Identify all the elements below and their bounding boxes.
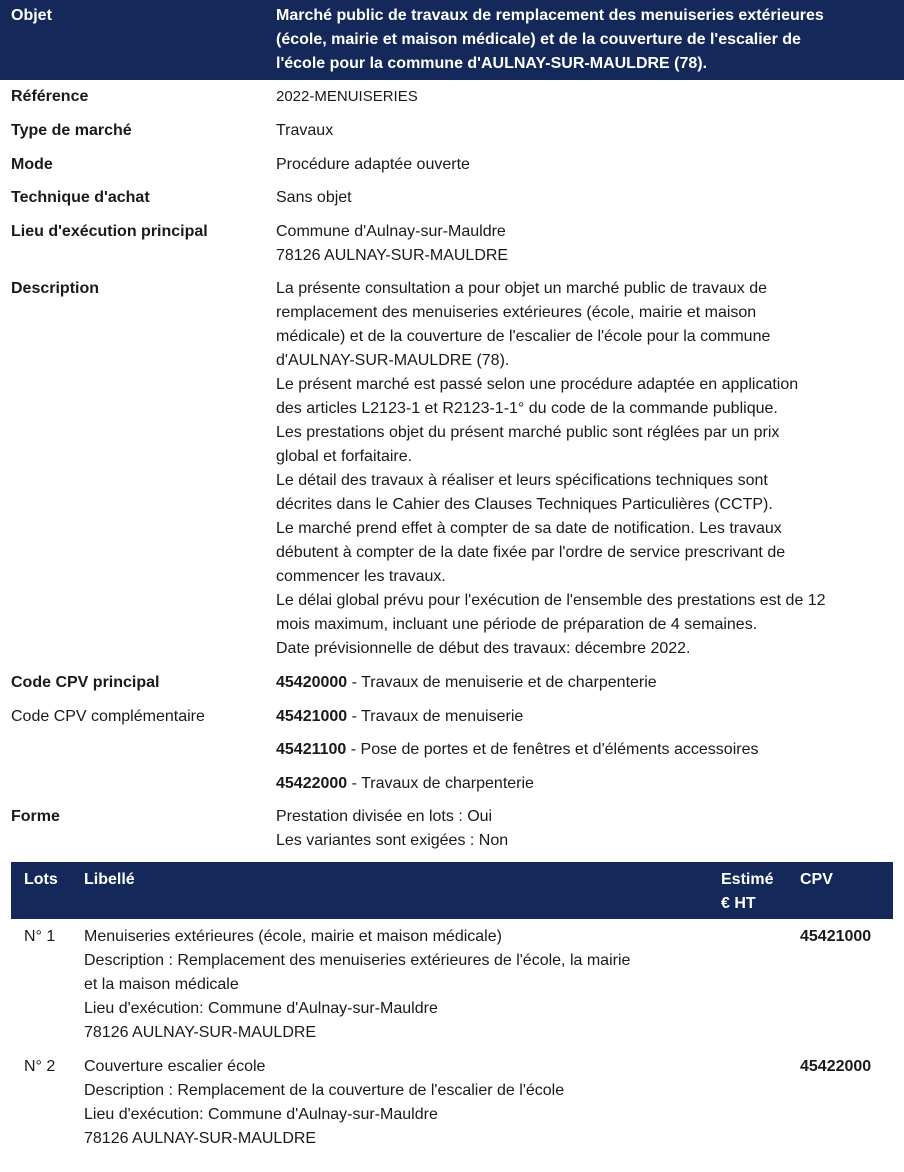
description-line: Les prestations objet du présent marché public sont réglées par un prix [276,424,780,441]
lot-line: Lieu d'exécution: Commune d'Aulnay-sur-Mauldre [84,1000,438,1017]
description-line: La présente consultation a pour objet un marché public de travaux de [276,280,767,297]
cpv-text: - Travaux de menuiserie [347,708,524,725]
forme-line: Prestation divisée en lots : Oui [276,808,493,825]
lot-line: 78126 AULNAY-SUR-MAULDRE [84,1024,317,1041]
lot-line: Menuiseries extérieures (école, mairie et maison médicale) [84,928,502,945]
lot-cpv: 45421000 [800,928,872,945]
objet-label: Objet [11,7,52,24]
description-label: Description [11,280,100,297]
lot-libelle [84,925,704,1045]
lieu-line: Commune d'Aulnay-sur-Mauldre [276,223,506,240]
lot-line: 78126 AULNAY-SUR-MAULDRE [84,1130,317,1147]
forme-value [276,805,898,853]
cpv-complementaire-item [276,705,523,729]
lieu-label: Lieu d'exécution principal [11,223,208,240]
reference-label: Référence [11,88,89,105]
lot-line: Couverture escalier école [84,1058,266,1075]
mode-label: Mode [11,156,53,173]
cpv-principal-value [276,671,657,695]
cpv-code: 45421000 [276,708,348,725]
lot-line: Lieu d'exécution: Commune d'Aulnay-sur-Mauldre [84,1106,438,1123]
col-estime-line: € HT [721,895,756,912]
description-line: Date prévisionnelle de début des travaux: décembre 2022. [276,640,691,657]
objet-header [0,0,904,80]
cpv-complementaire-item [276,738,758,762]
description-value [276,277,898,661]
description-line: remplacement des menuiseries extérieures (école, mairie et maison [276,304,757,321]
description-line: Le détail des travaux à réaliser et leurs spécifications techniques sont [276,472,768,489]
lot-line: Description : Remplacement des menuiseries extérieures de l'école, la mairie [84,952,631,969]
type-marche-value: Travaux [276,122,334,139]
description-line: décrites dans le Cahier des Clauses Techniques Particulières (CCTP). [276,496,773,513]
col-libelle: Libellé [84,871,135,888]
description-line: des articles L2123-1 et R2123-1-1° du code de la commande publique. [276,400,778,417]
description-line: Le marché prend effet à compter de sa date de notification. Les travaux [276,520,782,537]
description-line: Le présent marché est passé selon une procédure adaptée en application [276,376,799,393]
description-line: global et forfaitaire. [276,448,413,465]
lieu-line: 78126 AULNAY-SUR-MAULDRE [276,247,509,264]
lieu-value [276,220,898,268]
forme-label: Forme [11,808,60,825]
col-estime-line: Estimé [721,871,774,888]
cpv-code: 45420000 [276,674,348,691]
technique-value: Sans objet [276,189,352,206]
col-cpv: CPV [800,871,833,888]
col-estime [721,868,773,916]
lots-table-header [11,862,893,919]
description-line: commencer les travaux. [276,568,446,585]
lot-cpv: 45422000 [800,1058,872,1075]
objet-line: Marché public de travaux de remplacement des menuiseries extérieures [276,7,824,24]
cpv-text: - Travaux de charpenterie [347,775,534,792]
mode-value: Procédure adaptée ouverte [276,156,470,173]
col-lots: Lots [24,871,58,888]
lot-number: N° 1 [24,928,56,945]
cpv-text: - Travaux de menuiserie et de charpenterie [347,674,657,691]
reference-value: 2022-MENUISERIES [276,88,418,105]
cpv-code: 45422000 [276,775,348,792]
objet-line: l'école pour la commune d'AULNAY-SUR-MAULDRE (78). [276,55,708,72]
objet-line: (école, mairie et maison médicale) et de la couverture de l'escalier de [276,31,801,48]
technique-label: Technique d'achat [11,189,150,206]
description-line: mois maximum, incluant une période de préparation de 4 semaines. [276,616,758,633]
cpv-code: 45421100 [276,741,347,758]
description-line: médicale) et de la couverture de l'escalier de l'école pour la commune [276,328,771,345]
lot-line: et la maison médicale [84,976,239,993]
lot-libelle [84,1055,704,1151]
forme-line: Les variantes sont exigées : Non [276,832,509,849]
description-line: d'AULNAY-SUR-MAULDRE (78). [276,352,510,369]
objet-value [276,4,898,76]
lot-line: Description : Remplacement de la couverture de l'escalier de l'école [84,1082,565,1099]
type-marche-label: Type de marché [11,122,132,139]
description-line: débutent à compter de la date fixée par l'ordre de service prescrivant de [276,544,786,561]
cpv-principal-label: Code CPV principal [11,674,160,691]
cpv-complementaire-item [276,772,534,796]
cpv-text: - Pose de portes et de fenêtres et d'éléments accessoires [346,741,759,758]
description-line: Le délai global prévu pour l'exécution de l'ensemble des prestations est de 12 [276,592,826,609]
lot-number: N° 2 [24,1058,56,1075]
cpv-complementaire-label: Code CPV complémentaire [11,708,205,725]
